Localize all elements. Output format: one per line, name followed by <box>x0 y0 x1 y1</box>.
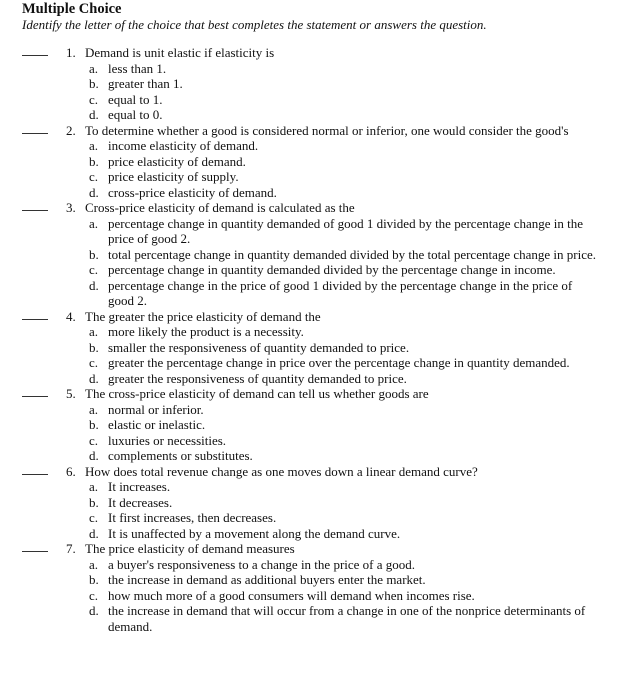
choice-text: percentage change in quantity demanded divided by the percentage change in income. <box>108 262 556 277</box>
question-stem <box>0 123 639 139</box>
question-number: 4. <box>66 308 76 324</box>
choice-letter: b. <box>89 572 99 587</box>
question-number: 6. <box>66 463 76 479</box>
instructions-text: Identify the letter of the choice that best completes the statement or answers the question. <box>22 17 487 32</box>
choice-d <box>0 278 639 309</box>
choice-c <box>0 355 639 371</box>
choice-text: total percentage change in quantity demanded divided by the total percentage change in price. <box>108 246 597 262</box>
question-7 <box>0 541 639 634</box>
choice-letter: c. <box>89 432 99 448</box>
question-stem <box>0 541 639 557</box>
choice-c <box>0 510 639 526</box>
choice-letter: a. <box>89 324 99 339</box>
question-number: 3. <box>66 200 76 215</box>
choice-a <box>0 402 639 418</box>
choice-text: more likely the product is a necessity. <box>108 324 304 339</box>
choice-text: the increase in demand as additional buyers enter the market. <box>108 572 426 587</box>
question-list <box>0 45 639 634</box>
question-stem <box>0 464 639 480</box>
choice-letter: b. <box>89 417 99 432</box>
choice-text: greater the responsiveness of quantity demanded to price. <box>108 370 407 386</box>
choice-text: complements or substitutes. <box>108 448 253 463</box>
choice-text: It first increases, then decreases. <box>108 510 277 525</box>
choice-a <box>0 216 639 247</box>
choice-text: greater than 1. <box>108 76 183 91</box>
choice-letter: c. <box>89 262 99 277</box>
choice-a <box>0 479 639 495</box>
choice-letter: d. <box>89 603 99 618</box>
question-text: Cross-price elasticity of demand is calculated as the <box>85 200 355 215</box>
choice-letter: b. <box>89 339 99 355</box>
question-6 <box>0 464 639 542</box>
choice-d <box>0 371 639 387</box>
question-3 <box>0 200 639 309</box>
choice-d <box>0 107 639 123</box>
choice-text: normal or inferior. <box>108 401 204 417</box>
choice-text: income elasticity of demand. <box>108 138 259 153</box>
choice-letter: c. <box>89 587 99 603</box>
choice-text: It is unaffected by a movement along the demand curve. <box>108 525 401 541</box>
choice-letter: b. <box>89 494 99 510</box>
choice-text: percentage change in quantity demanded of good 1 divided by the percentage change in the price of good 2. <box>108 215 584 246</box>
choice-b <box>0 495 639 511</box>
choice-text: It increases. <box>108 479 171 494</box>
question-number: 2. <box>66 122 76 138</box>
choice-a <box>0 557 639 573</box>
choice-b <box>0 417 639 433</box>
choice-c <box>0 262 639 278</box>
question-2 <box>0 123 639 201</box>
choice-letter: c. <box>89 169 99 184</box>
choice-letter: b. <box>89 153 99 169</box>
choice-letter: a. <box>89 215 99 231</box>
choice-letter: c. <box>89 510 99 525</box>
choice-c <box>0 588 639 604</box>
choice-letter: d. <box>89 277 99 293</box>
choice-b <box>0 340 639 356</box>
question-number: 5. <box>66 386 76 401</box>
choice-d <box>0 185 639 201</box>
question-stem <box>0 386 639 402</box>
choice-text: less than 1. <box>108 60 167 76</box>
choice-letter: a. <box>89 60 99 76</box>
choice-text: how much more of a good consumers will demand when incomes rise. <box>108 587 475 603</box>
choice-letter: d. <box>89 448 99 463</box>
choice-letter: a. <box>89 138 99 153</box>
choice-letter: a. <box>89 479 99 494</box>
choice-text: cross-price elasticity of demand. <box>108 184 277 200</box>
question-text: How does total revenue change as one moves down a linear demand curve? <box>85 463 478 479</box>
choice-text: greater the percentage change in price over the percentage change in quantity demanded. <box>108 355 570 370</box>
choice-d <box>0 603 639 634</box>
question-text: The greater the price elasticity of demand the <box>85 308 321 324</box>
choice-text: equal to 1. <box>108 91 163 107</box>
question-stem <box>0 200 639 216</box>
choice-d <box>0 526 639 542</box>
choice-text: a buyer's responsiveness to a change in the price of a good. <box>108 556 416 572</box>
question-stem <box>0 309 639 325</box>
question-text: The cross-price elasticity of demand can tell us whether goods are <box>85 386 429 401</box>
choice-letter: c. <box>89 91 99 107</box>
choice-text: smaller the responsiveness of quantity demanded to price. <box>108 339 410 355</box>
choice-text: percentage change in the price of good 1 divided by the percentage change in the price of good 2. <box>108 277 573 308</box>
question-1 <box>0 45 639 123</box>
choice-letter: d. <box>89 370 99 386</box>
question-number: 7. <box>66 541 76 556</box>
question-text: The price elasticity of demand measures <box>85 541 295 556</box>
choice-letter: d. <box>89 107 99 122</box>
choice-d <box>0 448 639 464</box>
choice-letter: d. <box>89 525 99 541</box>
choice-b <box>0 247 639 263</box>
choice-a <box>0 138 639 154</box>
choice-letter: a. <box>89 401 99 417</box>
choice-b <box>0 154 639 170</box>
choice-text: It decreases. <box>108 494 173 510</box>
choice-c <box>0 92 639 108</box>
choice-text: equal to 0. <box>108 107 163 122</box>
choice-letter: c. <box>89 355 99 370</box>
section-title: Multiple Choice <box>22 1 122 17</box>
choice-text: elastic or inelastic. <box>108 417 206 432</box>
choice-letter: b. <box>89 76 99 91</box>
choice-text: price elasticity of supply. <box>108 169 239 184</box>
choice-a <box>0 61 639 77</box>
question-text: To determine whether a good is considered normal or inferior, one would consider the good's <box>85 122 569 138</box>
choice-letter: b. <box>89 246 99 262</box>
choice-text: price elasticity of demand. <box>108 153 246 169</box>
choice-text: the increase in demand that will occur from a change in one of the nonprice determinants of demand. <box>108 603 586 634</box>
choice-letter: d. <box>89 184 99 200</box>
question-5 <box>0 386 639 464</box>
question-text: Demand is unit elastic if elasticity is <box>85 45 275 60</box>
choice-c <box>0 169 639 185</box>
choice-c <box>0 433 639 449</box>
choice-letter: a. <box>89 556 99 572</box>
choice-a <box>0 324 639 340</box>
question-stem <box>0 45 639 61</box>
choice-text: luxuries or necessities. <box>108 432 227 448</box>
question-number: 1. <box>66 45 76 60</box>
question-4 <box>0 309 639 387</box>
choice-b <box>0 76 639 92</box>
choice-b <box>0 572 639 588</box>
